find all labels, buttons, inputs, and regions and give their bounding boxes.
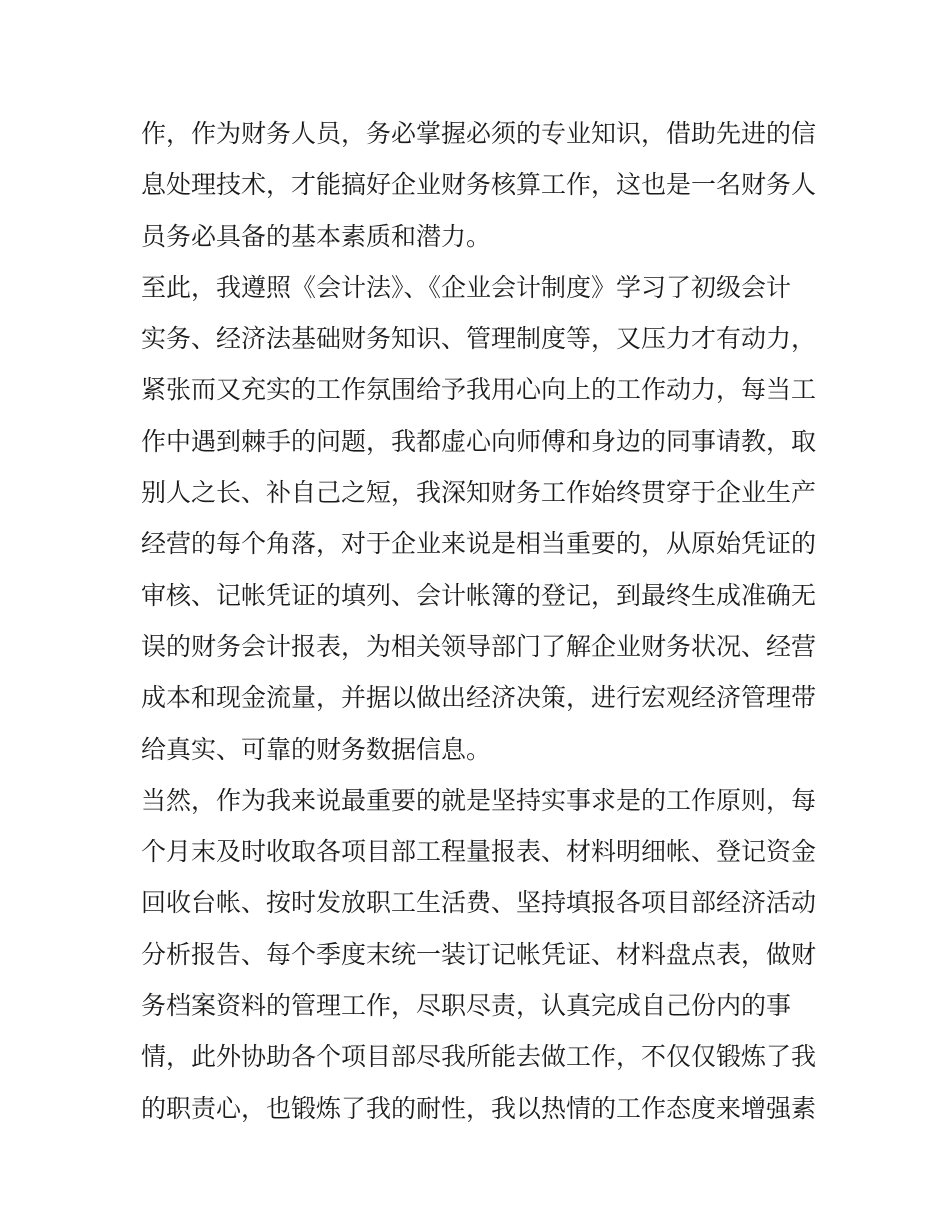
text-line-18: 务档案资料的管理工作，尽职尽责，认真完成自己份内的事 xyxy=(141,991,792,1021)
document-body xyxy=(141,108,821,1134)
text-line-13: 给真实、可靠的财务数据信息。 xyxy=(141,734,492,764)
text-line-20: 的职责心，也锻炼了我的耐性，我以热情的工作态度来增强素 xyxy=(141,1093,817,1123)
text-line-6: 紧张而又充实的工作氛围给予我用心向上的工作动力，每当工 xyxy=(141,375,817,405)
text-line-5: 实务、经济法基础财务知识、管理制度等，又压力才有动力， xyxy=(141,324,817,354)
text-line-14: 当然，作为我来说最重要的就是坚持实事求是的工作原则，每 xyxy=(141,785,817,815)
text-line-10: 审核、记帐凭证的填列、会计帐簿的登记，到最终生成准确无 xyxy=(141,580,817,610)
text-line-15: 个月末及时收取各项目部工程量报表、材料明细帐、登记资金 xyxy=(141,837,817,867)
text-line-9: 经营的每个角落，对于企业来说是相当重要的，从原始凭证的 xyxy=(141,529,817,559)
text-line-8: 别人之长、补自己之短，我深知财务工作始终贯穿于企业生产 xyxy=(141,478,817,508)
text-line-2: 息处理技术，才能搞好企业财务核算工作，这也是一名财务人 xyxy=(141,170,817,200)
text-line-11: 误的财务会计报表，为相关领导部门了解企业财务状况、经营 xyxy=(141,631,817,661)
text-line-16: 回收台帐、按时发放职工生活费、坚持填报各项目部经济活动 xyxy=(141,888,817,918)
text-line-1: 作，作为财务人员，务必掌握必须的专业知识，借助先进的信 xyxy=(141,119,817,148)
text-line-4: 至此，我遵照《会计法》、《企业会计制度》学习了初级会计 xyxy=(141,272,792,302)
text-line-3: 员务必具备的基本素质和潜力。 xyxy=(141,221,492,251)
text-line-17: 分析报告、每个季度末统一装订记帐凭证、材料盘点表，做财 xyxy=(141,939,817,969)
text-line-19: 情，此外协助各个项目部尽我所能去做工作，不仅仅锻炼了我 xyxy=(141,1042,817,1072)
text-line-12: 成本和现金流量，并据以做出经济决策，进行宏观经济管理带 xyxy=(141,683,817,713)
text-line-7: 作中遇到棘手的问题，我都虚心向师傅和身边的同事请教，取 xyxy=(141,426,817,456)
